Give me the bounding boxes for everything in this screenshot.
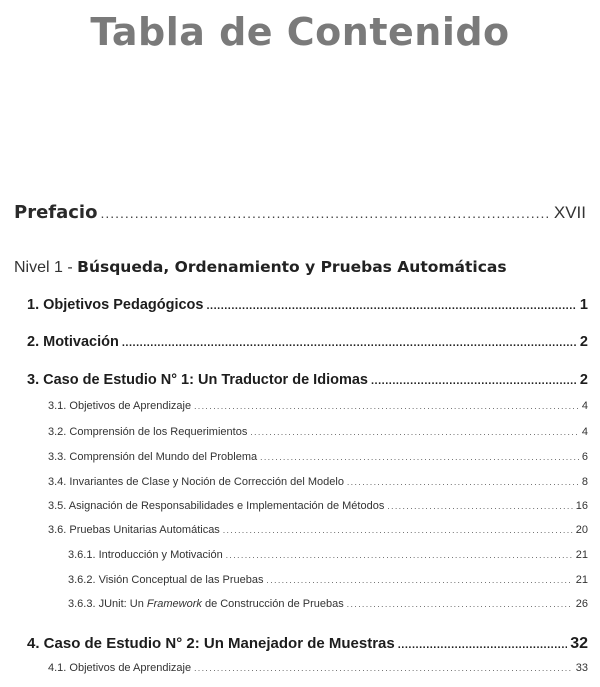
dot-leader (206, 300, 576, 312)
dot-leader (398, 639, 567, 651)
dot-leader (194, 664, 573, 673)
page-title: Tabla de Contenido (90, 10, 510, 54)
toc-entry-page: 32 (570, 635, 588, 652)
toc-entry[interactable] (68, 549, 588, 561)
toc-entry-label: 3.6.2. Visión Conceptual de las Pruebas (68, 574, 264, 586)
toc-entry-page: 8 (581, 476, 588, 488)
dot-leader (100, 205, 550, 221)
toc-entry-label (68, 598, 344, 610)
toc-entry-label: 1. Objetivos Pedagógicos (27, 297, 204, 313)
toc-entry-label: 3.6. Pruebas Unitarias Automáticas (48, 524, 220, 536)
section-title: Búsqueda, Ordenamiento y Pruebas Automáticas (77, 258, 507, 276)
dot-leader (226, 551, 573, 560)
section-heading (14, 258, 507, 277)
toc-entry-label: 3.3. Comprensión del Mundo del Problema (48, 451, 258, 463)
toc-entry-page: 1 (579, 297, 588, 313)
toc-entry-label: 4.1. Objetivos de Aprendizaje (48, 662, 192, 674)
toc-entry[interactable] (48, 500, 588, 512)
toc-entry[interactable] (48, 451, 588, 463)
dot-leader (194, 402, 579, 411)
dot-leader (347, 600, 573, 609)
dot-leader (387, 502, 572, 511)
toc-entry[interactable] (48, 662, 588, 674)
toc-entry[interactable] (68, 574, 588, 586)
toc-entry[interactable] (27, 334, 588, 350)
toc-entry[interactable] (48, 524, 588, 536)
toc-entry-page: 4 (581, 400, 588, 412)
toc-entry[interactable] (48, 400, 588, 412)
toc-entry-label: 3.6.1. Introducción y Motivación (68, 549, 223, 561)
toc-entry-label: 3.5. Asignación de Responsabilidades e Implementación de Métodos (48, 500, 385, 512)
section-level-label: Nivel 1 - (14, 259, 78, 276)
toc-entry-label: 3.2. Comprensión de los Requerimientos (48, 426, 248, 438)
toc-entry-label: 3.1. Objetivos de Aprendizaje (48, 400, 192, 412)
dot-leader (260, 453, 579, 462)
toc-entry-page: 26 (575, 598, 588, 610)
dot-leader (250, 428, 579, 437)
toc-entry-page: 33 (575, 662, 588, 674)
dot-leader (347, 478, 579, 487)
toc-entry[interactable] (68, 598, 588, 610)
toc-entry-page: XVII (553, 203, 586, 222)
toc-entry-page: 21 (575, 574, 588, 586)
toc-entry[interactable] (27, 635, 588, 653)
dot-leader (122, 337, 577, 349)
dot-leader (371, 375, 577, 387)
toc-entry[interactable] (27, 297, 588, 313)
toc-entry-page: 2 (579, 334, 588, 350)
toc-entry-page: 6 (581, 451, 588, 463)
toc-entry[interactable] (48, 476, 588, 488)
toc-entry-label-post: de Construcción de Pruebas (201, 598, 344, 610)
toc-entry-label: Prefacio (14, 202, 98, 223)
toc-entry[interactable] (48, 426, 588, 438)
toc-entry-label: 3. Caso de Estudio N° 1: Un Traductor de Idiomas (27, 372, 368, 388)
toc-entry-page: 21 (575, 549, 588, 561)
toc-entry-label: 3.4. Invariantes de Clase y Noción de Corrección del Modelo (48, 476, 344, 488)
dot-leader (223, 526, 573, 535)
toc-entry-label-pre: 3.6.3. JUnit: Un (68, 598, 147, 610)
dot-leader (266, 576, 572, 585)
toc-entry-label: 2. Motivación (27, 334, 119, 350)
toc-entry-label-italic: Framework (146, 598, 202, 610)
toc-entry-label: 4. Caso de Estudio N° 2: Un Manejador de Muestras (27, 635, 395, 652)
toc-entry-page: 4 (581, 426, 588, 438)
toc-entry-page: 16 (575, 500, 588, 512)
toc-entry-prefacio[interactable] (14, 202, 586, 223)
toc-entry[interactable] (27, 372, 588, 388)
toc-entry-page: 20 (575, 524, 588, 536)
toc-entry-page: 2 (579, 372, 588, 388)
